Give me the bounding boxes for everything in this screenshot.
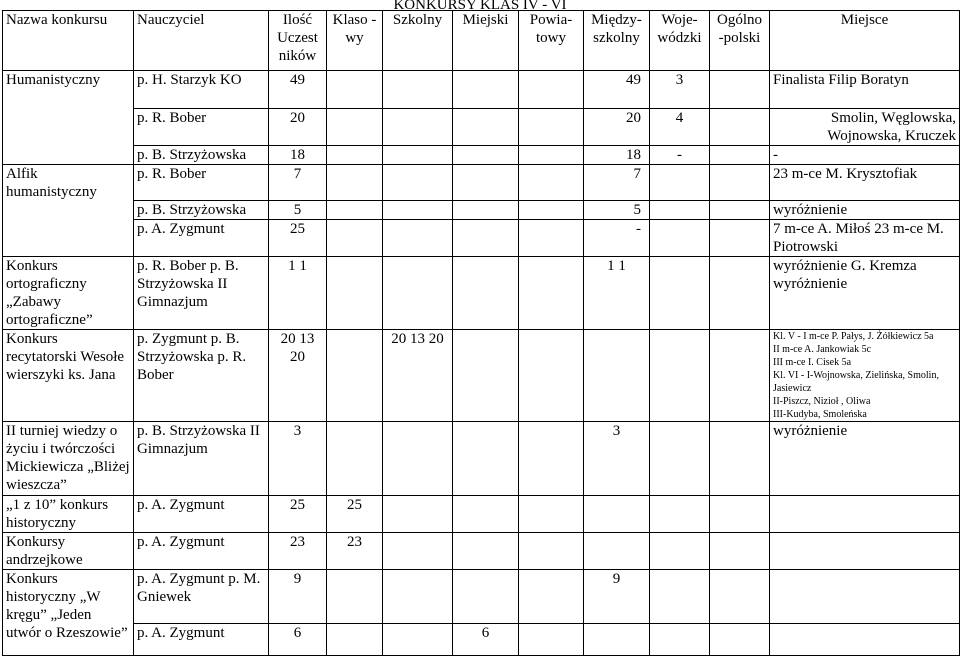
table-row	[3, 496, 960, 533]
contest-name: „1 z 10” konkurs historyczny	[3, 496, 134, 533]
contest-name: Humanistyczny	[3, 71, 134, 165]
place-cell: 23 m-ce M. Krysztofiak	[770, 165, 960, 201]
place-cell: wyróżnienie	[770, 201, 960, 220]
table-row	[3, 109, 960, 146]
place-cell: 7 m-ce A. Miłoś 23 m-ce M. Piotrowski	[770, 220, 960, 257]
contest-name: II turniej wiedzy o życiu i twórczości Mickiewicza „Bliżej wieszcza”	[3, 422, 134, 496]
interschool-cell: 7	[584, 165, 650, 201]
teacher-cell: p. Zygmunt p. B. Strzyżowska p. R. Bober	[134, 330, 269, 422]
place-cell: Finalista Filip Boratyn	[770, 71, 960, 109]
place-cell	[770, 330, 960, 422]
table-row	[3, 624, 960, 656]
school-cell: 20 13 20	[383, 330, 453, 422]
count-cell: 23	[269, 533, 327, 570]
place-cell: wyróżnienie	[770, 422, 960, 496]
count-cell: 1 1	[269, 257, 327, 330]
count-cell: 25	[269, 496, 327, 533]
header-name: Nazwa konkursu	[3, 11, 134, 71]
count-cell: 7	[269, 165, 327, 201]
city-cell: 6	[453, 624, 519, 656]
table-row	[3, 165, 960, 201]
header-national: Ogólno -polski	[710, 11, 770, 71]
count-cell: 20	[269, 109, 327, 146]
table-row	[3, 220, 960, 257]
teacher-cell: p. R. Bober p. B. Strzyżowska II Gimnazjum	[134, 257, 269, 330]
interschool-cell: 5	[584, 201, 650, 220]
interschool-cell: 18	[584, 146, 650, 165]
header-place: Miejsce	[770, 11, 960, 71]
class-cell: 25	[327, 496, 383, 533]
contests-table	[2, 10, 960, 656]
header-city: Miejski	[453, 11, 519, 71]
header-county: Powia- towy	[519, 11, 584, 71]
teacher-cell: p. R. Bober	[134, 109, 269, 146]
teacher-cell: p. A. Zygmunt	[134, 624, 269, 656]
table-row	[3, 201, 960, 220]
header-school: Szkolny	[383, 11, 453, 71]
table-row	[3, 330, 960, 422]
interschool-cell: 49	[584, 71, 650, 109]
header-count: Ilość Uczest ników	[269, 11, 327, 71]
count-cell: 6	[269, 624, 327, 656]
voivodeship-cell: 4	[650, 109, 710, 146]
place-cell: Smolin, Węglowska, Wojnowska, Kruczek	[770, 109, 960, 146]
count-cell: 3	[269, 422, 327, 496]
header-class: Klaso -wy	[327, 11, 383, 71]
teacher-cell: p. B. Strzyżowska	[134, 201, 269, 220]
teacher-cell: p. A. Zygmunt	[134, 533, 269, 570]
header-voivodeship: Woje- wódzki	[650, 11, 710, 71]
count-cell: 9	[269, 570, 327, 624]
place-line: II-Piszcz, Nizioł , Oliwa	[773, 396, 871, 407]
page-title: KONKURSY KLAS IV - VI	[393, 0, 567, 13]
count-cell: 20 13 20	[269, 330, 327, 422]
place-cell: -	[770, 146, 960, 165]
table-row	[3, 257, 960, 330]
place-line: II m-ce A. Jankowiak 5c	[773, 344, 872, 355]
voivodeship-cell: -	[650, 146, 710, 165]
table-row	[3, 533, 960, 570]
table-row	[3, 422, 960, 496]
teacher-cell: p. B. Strzyżowska	[134, 146, 269, 165]
place-line: III-Kudyba, Smoleńska	[773, 409, 867, 420]
count-cell: 25	[269, 220, 327, 257]
count-cell: 49	[269, 71, 327, 109]
count-cell: 18	[269, 146, 327, 165]
teacher-cell: p. A. Zygmunt p. M. Gniewek	[134, 570, 269, 624]
teacher-cell: p. H. Starzyk KO	[134, 71, 269, 109]
table-row	[3, 570, 960, 624]
header-interschool: Między- szkolny	[584, 11, 650, 71]
interschool-cell: 20	[584, 109, 650, 146]
place-line: III m-ce I. Cisek 5a	[773, 357, 852, 368]
place-cell: wyróżnienie G. Kremza wyróżnienie	[770, 257, 960, 330]
contest-name: Konkursy andrzejkowe	[3, 533, 134, 570]
header-teacher: Nauczyciel	[134, 11, 269, 71]
teacher-cell: p. A. Zygmunt	[134, 496, 269, 533]
teacher-cell: p. R. Bober	[134, 165, 269, 201]
contest-name: Alfik humanistyczny	[3, 165, 134, 257]
place-line: Kl. V - I m-ce P. Pałys, J. Żółkiewicz 5a	[773, 331, 934, 342]
class-cell: 23	[327, 533, 383, 570]
interschool-cell: 3	[584, 422, 650, 496]
count-cell: 5	[269, 201, 327, 220]
interschool-cell: 1 1	[584, 257, 650, 330]
interschool-cell: -	[584, 220, 650, 257]
interschool-cell: 9	[584, 570, 650, 624]
place-line: Kl. VI - I-Wojnowska, Zielińska, Smolin, Jasiewicz	[773, 370, 939, 394]
table-row	[3, 146, 960, 165]
contest-name: Konkurs recytatorski Wesołe wierszyki ks. Jana	[3, 330, 134, 422]
contest-name: Konkurs ortograficzny „Zabawy ortograficzne”	[3, 257, 134, 330]
voivodeship-cell: 3	[650, 71, 710, 109]
teacher-cell: p. B. Strzyżowska II Gimnazjum	[134, 422, 269, 496]
contest-name: Konkurs historyczny „W kręgu” „Jeden utwór o Rzeszowie”	[3, 570, 134, 656]
table-row	[3, 71, 960, 109]
teacher-cell: p. A. Zygmunt	[134, 220, 269, 257]
